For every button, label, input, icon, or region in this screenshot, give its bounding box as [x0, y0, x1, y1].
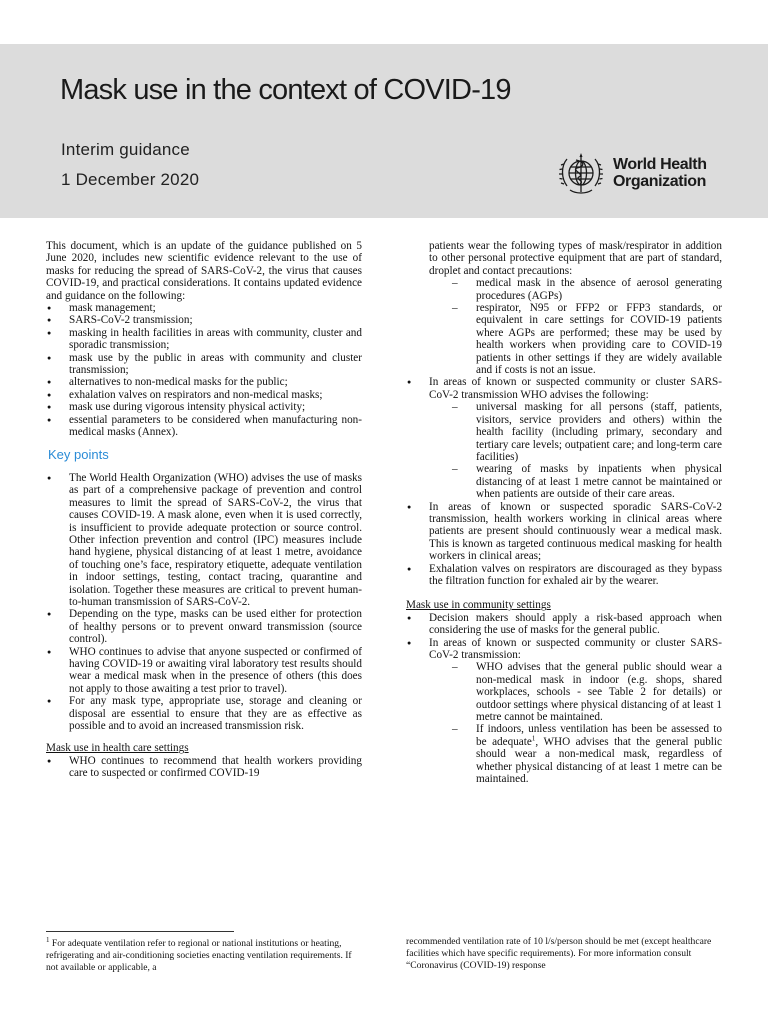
list-item: – universal masking for all persons (staff, patients, visitors, service providers and others) within the health facility (including primary, secondary and tertiary care levels; outpatient care; and long-term care facilities) — [406, 401, 722, 463]
who-logo — [555, 150, 715, 200]
list-item: – wearing of masks by inpatients when physical distancing of at least 1 metre cannot be maintained or when patients are outside of their care areas. — [406, 463, 722, 500]
list-item: ● WHO continues to recommend that health workers providing care to suspected or confirmed COVID-19 — [46, 755, 362, 780]
footnote-right: recommended ventilation rate of 10 l/s/person should be met (except healthcare facilities which have specific requirements). For more information consult “Coronavirus (COVID-19) response — [406, 936, 712, 971]
footnote-text: For adequate ventilation refer to regional or national institutions or heating, refrigerating and air-conditioning societies enacting ventilation requirements. If not available or applicable, a — [46, 938, 352, 973]
key-points-heading: Key points — [48, 446, 109, 462]
community-sub-list — [406, 661, 722, 785]
health-care-item-continued: patients wear the following types of mask/respirator in addition to other personal protective equipment that are part of standard, droplet and contact precautions: — [429, 240, 722, 277]
list-item: ● essential parameters to be considered when manufacturing non-medical masks (Annex). — [46, 414, 362, 439]
logo-line-1: World Health — [613, 156, 707, 173]
who-wordmark — [613, 156, 707, 190]
list-item: ● Depending on the type, masks can be used either for protection of healthy persons or to prevent onward transmission (source control). — [46, 608, 362, 645]
footnote-left — [46, 935, 364, 974]
health-care-sub-list-2 — [406, 401, 722, 500]
left-column — [46, 240, 362, 780]
list-item: ● SARS-CoV-2 transmission; — [46, 314, 362, 326]
list-item: ● mask use by the public in areas with community and cluster transmission; — [46, 352, 362, 377]
footnote-divider — [46, 931, 234, 932]
intro-topic-list — [46, 302, 362, 438]
list-item: ● mask use during vigorous intensity physical activity; — [46, 401, 362, 413]
list-item: ● Exhalation valves on respirators are discouraged as they bypass the filtration function for exhaled air by the wearer. — [406, 563, 722, 588]
intro-paragraph: This document, which is an update of the guidance published on 5 June 2020, includes new scientific evidence relevant to the use of masks for reducing the spread of SARS-CoV-2, the virus that causes COVID-19, and practical considerations. It contains updated evidence and guidance on the following: — [46, 240, 362, 302]
health-care-list-start — [46, 755, 362, 780]
health-care-heading: Mask use in health care settings — [46, 742, 189, 755]
list-item: – respirator, N95 or FFP2 or FFP3 standards, or equivalent in care settings for COVID-19 patients where AGPs are performed; these may be used by health workers when providing care to COVID-19 patients in other settings if they are widely available and if costs is not an issue. — [406, 302, 722, 376]
health-care-list-2 — [406, 501, 722, 588]
footnote-marker: 1 — [46, 935, 50, 944]
footnote-ref: 1 — [531, 734, 536, 743]
list-item: ● WHO continues to advise that anyone suspected or confirmed of having COVID-19 or awaiting viral laboratory test results should wear a medical mask when in the presence of others (this does not apply to those awaiting a test prior to travel). — [46, 646, 362, 696]
right-column — [406, 240, 722, 785]
key-points-list — [46, 472, 362, 733]
list-item: ● Decision makers should apply a risk-based approach when considering the use of masks for the general public. — [406, 612, 722, 637]
list-item: ● In areas of known or suspected community or cluster SARS-CoV-2 transmission WHO advises the following: — [406, 376, 722, 401]
page-title: Mask use in the context of COVID-19 — [60, 74, 511, 106]
list-item: ● The World Health Organization (WHO) advises the use of masks as part of a comprehensive package of prevention and control measures to limit the spread of SARS-CoV-2, the virus that causes COVID-19. A mask alone, even when it is used correctly, is insufficient to provide adequate protection or source control. Other infection prevention and control (IPC) measures include hand hygiene, physical distancing of at least 1 metre, avoidance of touching one’s face, respiratory etiquette, adequate ventilation in indoor settings, testing, contact tracing, quarantine and isolation. Together these measures are critical to prevent human-to-human transmission of SARS-CoV-2. — [46, 472, 362, 608]
list-item: ● exhalation valves on respirators and non-medical masks; — [46, 389, 362, 401]
list-item: ● masking in health facilities in areas with community, cluster and sporadic transmission; — [46, 327, 362, 352]
list-item: – medical mask in the absence of aerosol generating procedures (AGPs) — [406, 277, 722, 302]
list-item — [406, 723, 722, 785]
list-item-text: If indoors, unless ventilation has been be assessed to be adequate — [476, 723, 722, 748]
publication-date: 1 December 2020 — [61, 170, 200, 189]
list-item: ● mask management; — [46, 302, 362, 314]
list-item: ● For any mask type, appropriate use, storage and cleaning or disposal are essential to ensure that they are as effective as possible and to avoid an increased transmission risk. — [46, 695, 362, 732]
list-item: ● In areas of known or suspected community or cluster SARS-CoV-2 transmission: — [406, 637, 722, 662]
community-list — [406, 612, 722, 662]
document-subtitle: Interim guidance — [61, 140, 190, 159]
list-item: ● In areas of known or suspected sporadic SARS-CoV-2 transmission, health workers working in clinical areas where patients are present should continuously wear a medical mask. This is known as targeted continuous medical masking for health workers in clinical areas; — [406, 501, 722, 563]
list-item: – WHO advises that the general public should wear a non-medical mask in indoor (e.g. shops, shared workplaces, schools - see Table 2 for details) or outdoor settings where physical distancing of at least 1 metre cannot be maintained. — [406, 661, 722, 723]
list-item: ● alternatives to non-medical masks for the public; — [46, 376, 362, 388]
community-heading: Mask use in community settings — [406, 599, 551, 612]
health-care-list — [406, 376, 722, 401]
who-emblem-icon — [555, 150, 607, 198]
health-care-sub-list-1 — [406, 277, 722, 376]
logo-line-2: Organization — [613, 173, 706, 190]
list-item-text: , WHO advises that the general public should wear a non-medical mask, regardless of whether physical distancing of at least 1 metre can be maintained. — [476, 735, 722, 786]
